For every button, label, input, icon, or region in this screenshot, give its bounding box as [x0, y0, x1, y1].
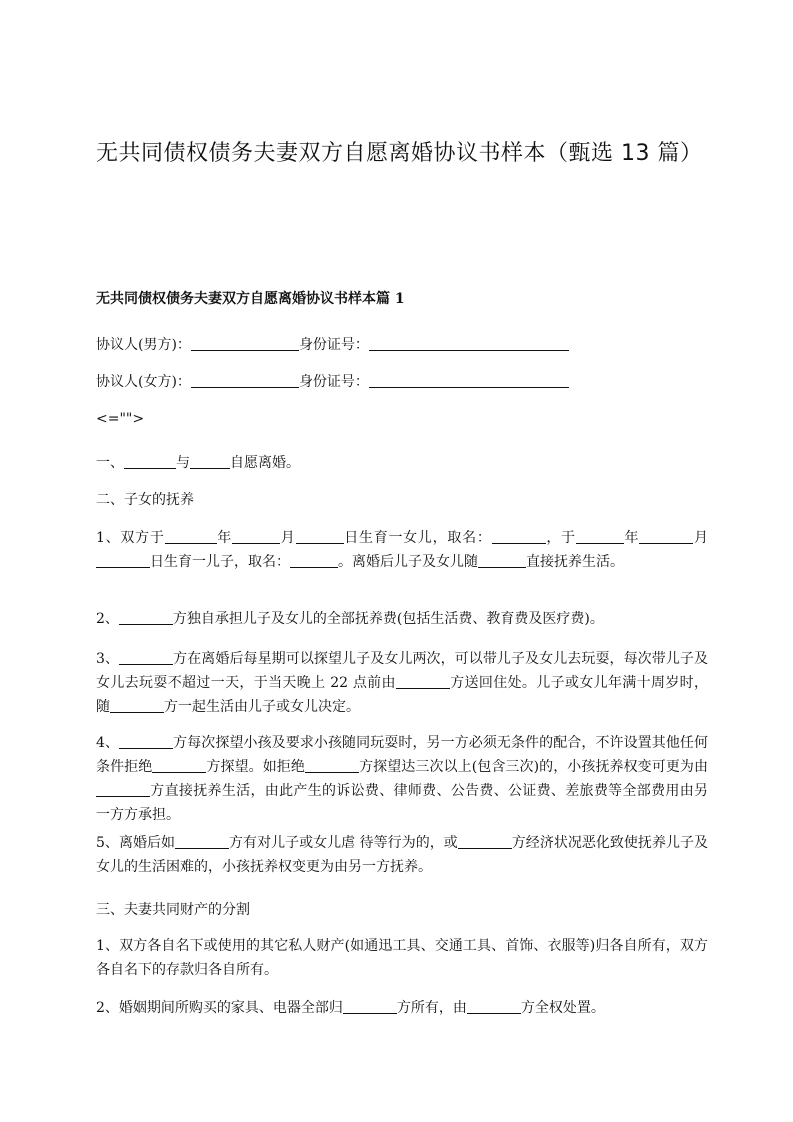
blank-field[interactable] [467, 999, 521, 1014]
section-two-heading: 二、子女的抚养 [96, 492, 194, 508]
blank-field[interactable] [296, 529, 344, 544]
blank-field[interactable] [305, 758, 359, 773]
document-title: 无共同债权债务夫妻双方自愿离婚协议书样本（甄选 13 篇） [96, 141, 703, 166]
item-text: 方所有，由 [396, 1000, 467, 1016]
blank-field[interactable] [119, 650, 173, 665]
clause-one [96, 451, 708, 475]
blank-field[interactable] [458, 834, 512, 849]
party-male-line [96, 333, 708, 357]
item-text: 日生育一女儿，取名： [343, 530, 492, 546]
item-3-1: 1、双方各自名下或使用的其它私人财产(如通迅工具、交通工具、首饰、衣服等)归各自所有，双方各自名下的存款归各自所有。 [96, 938, 708, 978]
blank-field[interactable] [96, 782, 150, 797]
item-2-1 [96, 526, 708, 574]
section-heading: 无共同债权债务夫妻双方自愿离婚协议书样本篇 1 [96, 291, 405, 307]
blank-field[interactable] [396, 674, 450, 689]
item-text: 方探望达三次以上(包含三次)的，小孩抚养权变可更为由 [358, 759, 709, 775]
blank-field[interactable] [576, 529, 624, 544]
item-text: 方送回住处。儿子或女儿年满十周岁时，随 [96, 675, 709, 715]
item-3-2 [96, 996, 708, 1020]
blank-field[interactable] [369, 336, 569, 351]
item-text: 年 [623, 530, 640, 546]
item-text: 3、 [96, 651, 120, 667]
blank-field[interactable] [369, 373, 569, 388]
placeholder-tag: <=""> [96, 411, 145, 427]
blank-field[interactable] [96, 553, 150, 568]
item-text: 方每次探望小孩及要求小孩随同玩耍时，另一方必须无条件的配合，不许设置其他任何条件拒绝 [96, 735, 708, 775]
blank-field[interactable] [124, 454, 176, 469]
item-2-3 [96, 647, 708, 719]
item-text: 月 [280, 530, 296, 546]
blank-field[interactable] [232, 529, 280, 544]
blank-field[interactable] [190, 454, 230, 469]
clause-text: 自愿离婚。 [230, 455, 300, 471]
item-text: 2、婚姻期间所购买的家具、电器全部归 [96, 1000, 343, 1016]
item-2-2 [96, 607, 708, 631]
clause-text: 一、 [96, 455, 124, 471]
party-female-label: 协议人(女方)： [96, 374, 191, 390]
party-female-line [96, 370, 708, 394]
item-text: 方全权处置。 [520, 1000, 605, 1016]
item-text: 方探望。如拒绝 [206, 759, 305, 775]
blank-field[interactable] [639, 529, 693, 544]
blank-field[interactable] [119, 610, 173, 625]
item-text: 年 [216, 530, 233, 546]
blank-field[interactable] [175, 834, 229, 849]
blank-field[interactable] [110, 698, 164, 713]
item-text: 月 [693, 530, 708, 546]
item-2-5 [96, 831, 708, 879]
clause-text: 与 [176, 455, 190, 471]
item-text: 方直接抚养生活，由此产生的诉讼费、律师费、公告费、公证费、差旅费等全部费用由另一方方承担。 [96, 783, 708, 823]
item-text: 1、双方于 [96, 530, 165, 546]
item-text: 方独自承担儿子及女儿的全部抚养费(包括生活费、教育费及医疗费)。 [172, 611, 604, 627]
id-label: 身份证号： [298, 337, 369, 353]
blank-field[interactable] [165, 529, 217, 544]
item-text: 5、离婚后如 [96, 835, 176, 851]
section-three-heading: 三、夫妻共同财产的分割 [96, 902, 250, 918]
blank-field[interactable] [191, 373, 299, 388]
item-2-4 [96, 731, 708, 827]
item-text: 2、 [96, 611, 119, 627]
item-text: 方在离婚后每星期可以探望儿子及女儿两次，可以带儿子及女儿去玩耍，每次带儿子及女儿去玩耍不超过一天，于当天晚上 22 点前由 [96, 651, 708, 691]
blank-field[interactable] [152, 758, 206, 773]
party-male-label: 协议人(男方)： [96, 337, 191, 353]
item-text: 4、 [96, 735, 120, 751]
blank-field[interactable] [492, 529, 546, 544]
item-text: 直接抚养生活。 [526, 554, 624, 570]
item-text: 日生育一儿子，取名： [150, 554, 290, 570]
item-text: 方一起生活由儿子或女儿决定。 [164, 699, 360, 715]
item-text: 方有对儿子或女儿虐 待等行为的，或 [229, 835, 458, 851]
blank-field[interactable] [119, 734, 173, 749]
blank-field[interactable] [478, 553, 526, 568]
id-label: 身份证号： [298, 374, 369, 390]
item-text: 方经济状况恶化致使抚养儿子及女儿的生活困难的，小孩抚养权变更为由另一方抚养。 [96, 835, 708, 875]
blank-field[interactable] [191, 336, 299, 351]
blank-field[interactable] [343, 999, 397, 1014]
blank-field[interactable] [290, 553, 338, 568]
item-text: 。离婚后儿子及女儿随 [338, 554, 478, 570]
item-text: ，于 [545, 530, 576, 546]
